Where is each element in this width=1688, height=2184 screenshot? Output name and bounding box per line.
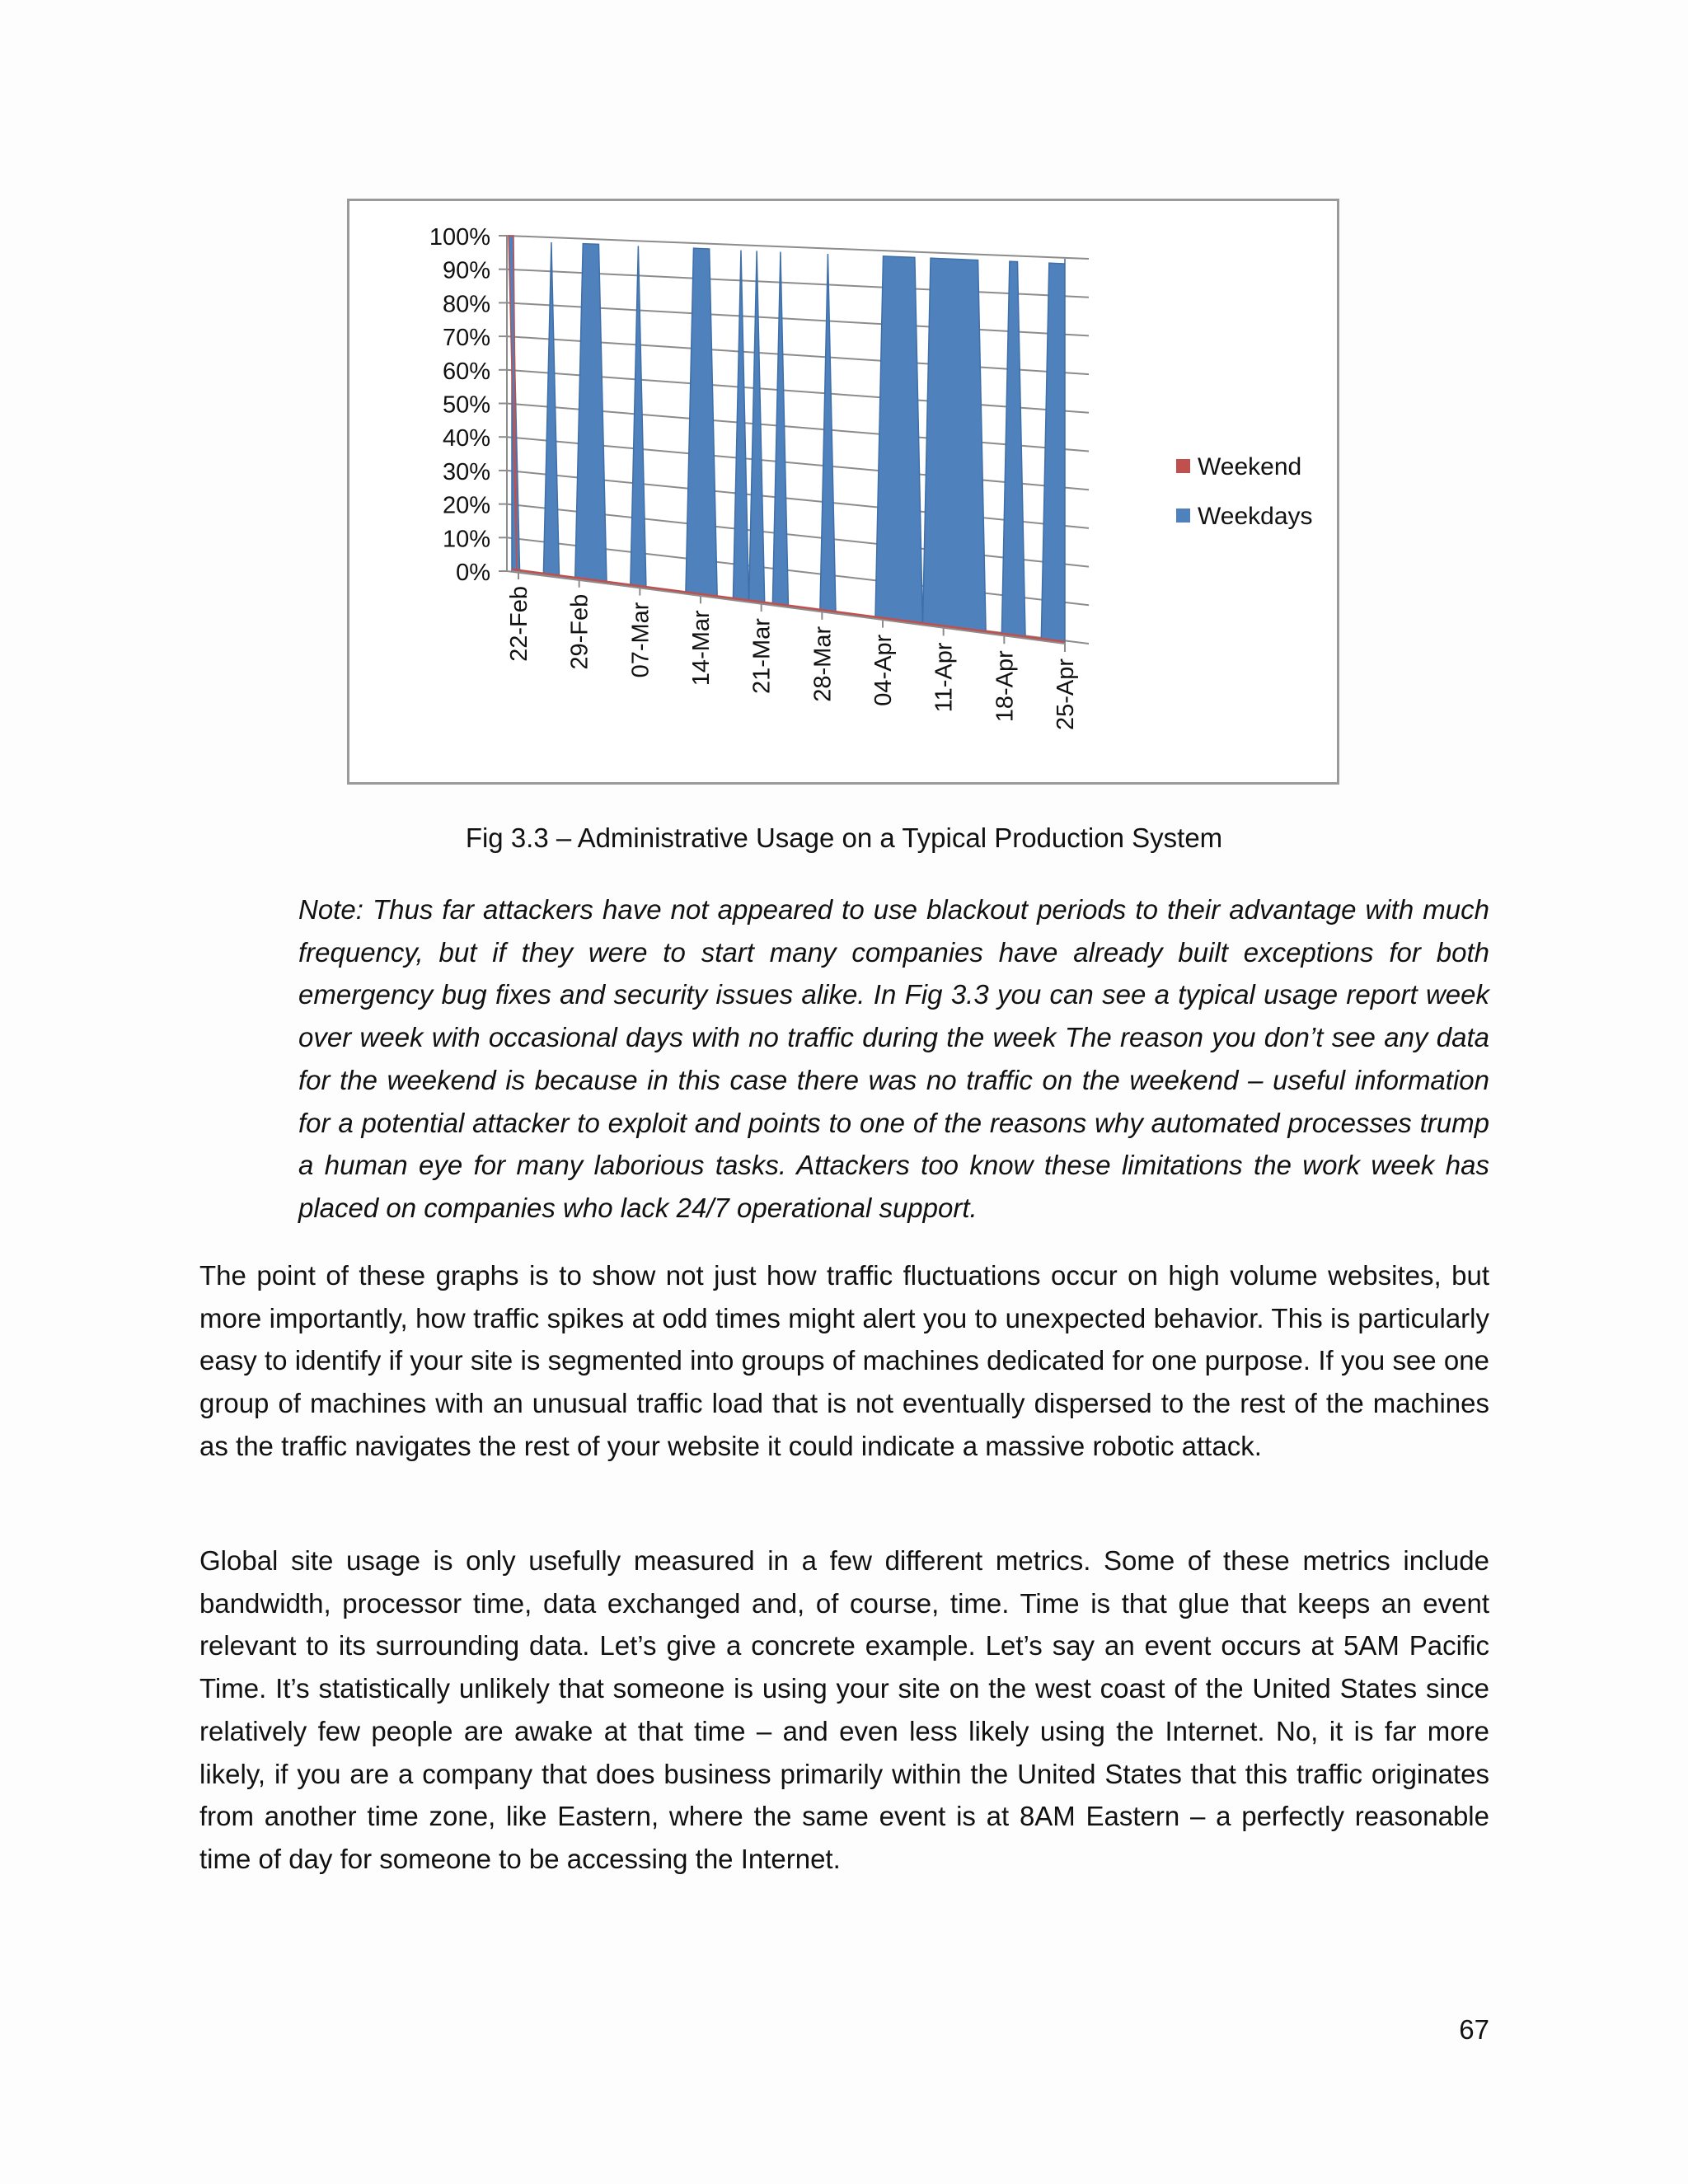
weekdays-area <box>749 251 765 604</box>
y-tick-label: 10% <box>442 526 490 553</box>
legend-label-weekdays: Weekdays <box>1198 503 1313 530</box>
weekdays-area <box>875 256 923 626</box>
x-tick-label: 21-Mar <box>748 618 776 694</box>
y-tick-label: 100% <box>429 224 490 251</box>
x-tick-label: 18-Apr <box>992 650 1019 723</box>
x-tick-label: 11-Apr <box>931 642 958 713</box>
weekdays-area <box>820 254 836 614</box>
x-tick-label: 14-Mar <box>688 610 715 687</box>
legend-swatch-weekdays <box>1176 509 1190 523</box>
figure-caption: Fig 3.3 – Administrative Usage on a Typical Production System <box>465 823 1223 853</box>
x-tick-label: 04-Apr <box>870 634 897 706</box>
y-tick-label: 50% <box>442 391 490 419</box>
x-tick-label: 29-Feb <box>566 593 593 670</box>
legend-label-weekend: Weekend <box>1198 453 1302 480</box>
body-paragraph-2: Global site usage is only usefully measured in a few different metrics. Some of these metrics include bandwidth, processor time, data exchanged and, of course, time. Time is that glue that keeps an event relevant to its surrounding data. Let’s give a concrete example. Let’s say an event occurs at 5AM Pacific Time. It’s statistically unlikely that someone is using your site on the west coast of the United States since relatively few people are awake at that time – and even less likely using the Internet. No, it is far more likely, if you are a company that does business primarily within the United States that this traffic originates from another time zone, like Eastern, where the same event is at 8AM Eastern – a perfectly reasonable time of day for someone to be accessing the Internet. <box>199 1545 1489 1874</box>
page-number: 67 <box>1459 2014 1489 2045</box>
usage-area-chart <box>349 201 1337 782</box>
x-tick-label: 07-Mar <box>627 602 654 678</box>
weekdays-area <box>575 244 607 583</box>
x-tick-label: 25-Apr <box>1053 658 1079 731</box>
weekdays-area <box>631 246 646 588</box>
weekdays-area <box>1041 259 1065 644</box>
weekdays-area <box>543 242 559 578</box>
weekdays-area <box>922 258 986 633</box>
legend-swatch-weekend <box>1176 459 1190 473</box>
y-tick-label: 30% <box>442 458 490 485</box>
x-tick-label: 28-Mar <box>809 626 837 702</box>
body-paragraph-1: The point of these graphs is to show not just how traffic fluctuations occur on high volume websites, but more importantly, how traffic spikes at odd times might alert you to unexpected behavior. This is particularly easy to identify if your site is segmented into groups of machines dedicated for one purpose. If you see one group of machines with an unusual traffic load that is not eventually dispersed to the rest of the machines as the traffic navigates the rest of your website it could indicate a massive robotic attack. <box>199 1260 1489 1461</box>
y-tick-label: 80% <box>442 291 490 318</box>
weekdays-area <box>733 251 748 602</box>
y-tick-label: 90% <box>442 257 490 284</box>
weekdays-area <box>1001 261 1025 639</box>
y-tick-label: 40% <box>442 425 490 452</box>
y-tick-label: 0% <box>456 560 490 586</box>
weekdays-area <box>772 252 788 607</box>
weekdays-area <box>686 248 717 598</box>
note-paragraph: Note: Thus far attackers have not appeared to use blackout periods to their advantage with much frequency, but if they were to start many companies have already built exceptions for both emergency bug fixes and security issues alike. In Fig 3.3 you can see a typical usage report week over week with occasional days with no traffic during the week The reason you don’t see any data for the weekend is because in this case there was no traffic on the weekend – useful information for a potential attacker to exploit and points to one of the reasons why automated processes trump a human eye for many laborious tasks. Attackers too know these limitations the work week has placed on companies who lack 24/7 operational support. <box>298 894 1489 1223</box>
y-tick-label: 20% <box>442 492 490 519</box>
y-tick-label: 70% <box>442 325 490 352</box>
y-tick-label: 60% <box>442 358 490 385</box>
x-tick-label: 22-Feb <box>506 586 532 662</box>
chart-frame <box>347 199 1339 785</box>
